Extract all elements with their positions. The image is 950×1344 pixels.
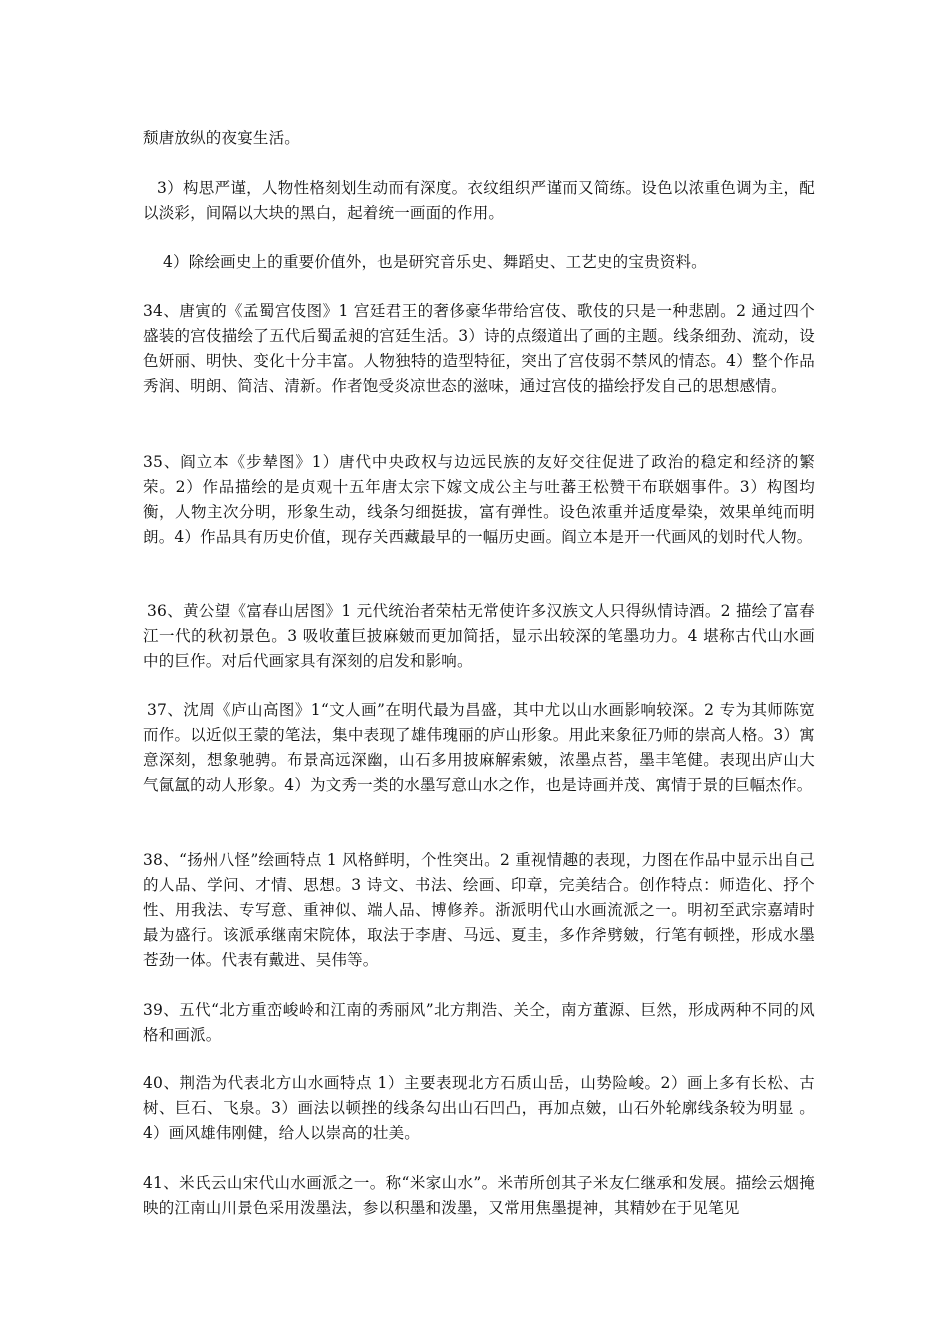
paragraph-2: 3）构思严谨，人物性格刻划生动而有深度。衣纹组织严谨而又简练。设色以浓重色调为主，配以淡彩，间隔以大块的黑白，起着统一画面的作用。 bbox=[143, 179, 815, 222]
paragraph-3: 4）除绘画史上的重要价值外，也是研究音乐史、舞蹈史、工艺史的宝贵资料。 bbox=[163, 253, 707, 271]
paragraph-1: 颓唐放纵的夜宴生活。 bbox=[143, 129, 301, 147]
paragraph-item-39: 39、五代“北方重峦峻岭和江南的秀丽风”北方荆浩、关仝，南方董源、巨然，形成两种不同的风格和画派。 bbox=[143, 1001, 815, 1044]
paragraph-item-40: 40、荆浩为代表北方山水画特点 1）主要表现北方石质山岳，山势险峻。2）画上多有长松、古树、巨石、飞泉。3）画法以顿挫的线条勾出山石凹凸，再加点皴，山石外轮廓线条较为明显 。4）画风雄伟刚健，给人以崇高的壮美。 bbox=[143, 1074, 815, 1142]
paragraph-item-37: 37、沈周《庐山高图》1“文人画”在明代最为昌盛，其中尤以山水画影响较深。2 专为其师陈宽而作。以近似王蒙的笔法，集中表现了雄伟瑰丽的庐山形象。用此来象征乃师的崇高人格。3）寓意深刻，想象驰骋。布景高远深幽，山石多用披麻解索皴，浓墨点苔，墨丰笔健。表现出庐山大气氤氲的动人形象。4）为文秀一类的水墨写意山水之作，也是诗画并茂、寓情于景的巨幅杰作。 bbox=[143, 701, 815, 794]
paragraph-item-36: 36、黄公望《富春山居图》1 元代统治者荣枯无常使许多汉族文人只得纵情诗酒。2 描绘了富春江一代的秋初景色。3 吸收董巨披麻皴而更加简括，显示出较深的笔墨功力。4 堪称古代山水画中的巨作。对后代画家具有深刻的启发和影响。 bbox=[143, 602, 815, 670]
paragraph-item-38: 38、“扬州八怪”绘画特点 1 风格鲜明，个性突出。2 重视情趣的表现，力图在作品中显示出自己的人品、学问、才情、思想。3 诗文、书法、绘画、印章，完美结合。创作特点：师造化、抒个性、用我法、专写意、重神似、端人品、博修养。浙派明代山水画流派之一。明初至武宗嘉靖时最为盛行。该派承继南宋院体，取法于李唐、马远、夏圭，多作斧劈皴，行笔有顿挫，形成水墨苍劲一体。代表有戴进、吴伟等。 bbox=[143, 851, 815, 969]
paragraph-item-35: 35、阎立本《步辇图》1）唐代中央政权与边远民族的友好交往促进了政治的稳定和经济的繁荣。2）作品描绘的是贞观十五年唐太宗下嫁文成公主与吐蕃王松赞干布联姻事件。3）构图均衡，人物主次分明，形象生动，线条匀细挺拔，富有弹性。设色浓重并适度晕染，效果单纯而明朗。4）作品具有历史价值，现存关西藏最早的一幅历史画。阎立本是开一代画风的划时代人物。 bbox=[143, 453, 815, 546]
paragraph-item-34: 34、唐寅的《孟蜀宫伎图》1 宫廷君王的奢侈豪华带给宫伎、歌伎的只是一种悲剧。2 通过四个盛装的宫伎描绘了五代后蜀孟昶的宫廷生活。3）诗的点缀道出了画的主题。线条细劲、流动，设色妍丽、明快、变化十分丰富。人物独特的造型特征，突出了宫伎弱不禁风的情态。4）整个作品秀润、明朗、简洁、清新。作者饱受炎凉世态的滋味，通过宫伎的描绘抒发自己的思想感情。 bbox=[143, 302, 815, 395]
paragraph-item-41: 41、米氏云山宋代山水画派之一。称“米家山水”。米芾所创其子米友仁继承和发展。描绘云烟掩映的江南山川景色采用泼墨法，参以积墨和泼墨，又常用焦墨提神，其精妙在于见笔见 bbox=[143, 1174, 815, 1217]
